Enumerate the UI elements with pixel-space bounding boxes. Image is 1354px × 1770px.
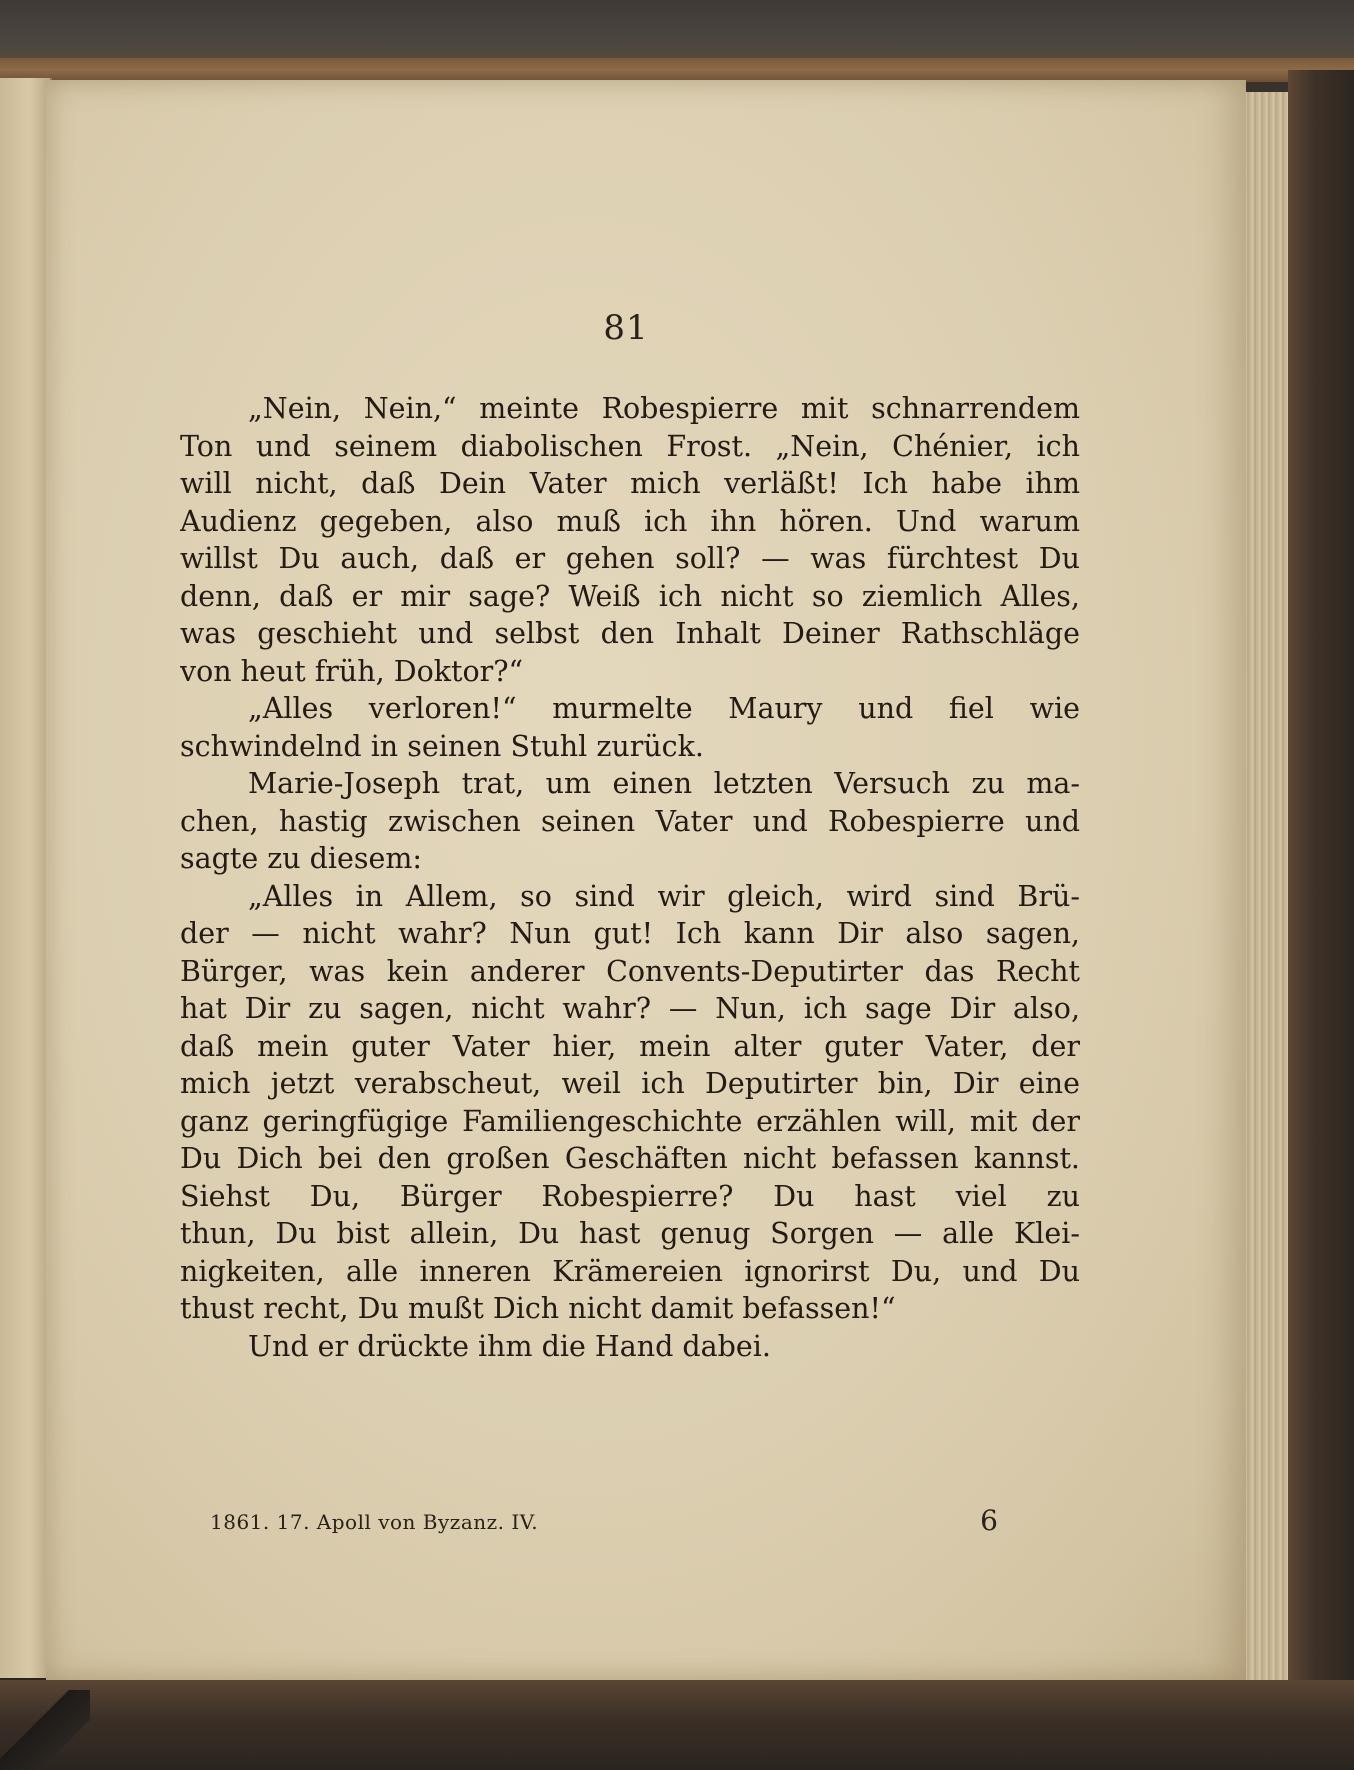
text-line: ganz geringfügige Familiengeschichte erzählen will, mit der bbox=[180, 1104, 1080, 1138]
printer-signature: 1861. 17. Apoll von Byzanz. IV. bbox=[210, 1510, 539, 1534]
text-line: denn, daß er mir sage? Weiß ich nicht so ziemlich Alles, bbox=[180, 579, 1080, 613]
text-line: Marie-Joseph trat, um einen letzten Versuch zu ma- bbox=[248, 767, 1080, 800]
cover-right bbox=[1288, 70, 1354, 1770]
text-line: thust recht, Du mußt Dich nicht damit befassen!“ bbox=[180, 1292, 896, 1325]
text-line: Bürger, was kein anderer Convents-Deputirter das Recht bbox=[180, 954, 1080, 988]
text-line: thun, Du bist allein, Du hast genug Sorgen — alle Klei- bbox=[180, 1217, 1080, 1250]
bookmark-ribbon bbox=[0, 1690, 90, 1770]
sheet-number: 6 bbox=[980, 1504, 998, 1537]
text-line: mich jetzt verabscheut, weil ich Deputirter bin, Dir eine bbox=[180, 1067, 1080, 1100]
text-line: Siehst Du, Bürger Robespierre? Du hast viel zu bbox=[180, 1179, 1080, 1213]
text-line: willst Du auch, daß er gehen soll? — was fürchtest Du bbox=[180, 542, 1080, 575]
text-line: „Alles verloren!“ murmelte Maury und fiel wie bbox=[248, 692, 1080, 725]
text-line: schwindelnd in seinen Stuhl zurück. bbox=[180, 729, 704, 763]
text-line: Ton und seinem diabolischen Frost. „Nein, Chénier, ich bbox=[180, 429, 1080, 463]
text-line: „Nein, Nein,“ meinte Robespierre mit schnarrendem bbox=[248, 392, 1080, 425]
text-line: daß mein guter Vater hier, mein alter guter Vater, der bbox=[180, 1029, 1080, 1063]
body-text bbox=[180, 390, 1080, 1365]
book-page bbox=[46, 80, 1246, 1680]
text-line: hat Dir zu sagen, nicht wahr? — Nun, ich sage Dir also, bbox=[180, 992, 1080, 1025]
text-line: Audienz gegeben, also muß ich ihn hören. Und warum bbox=[180, 504, 1080, 538]
text-line: nigkeiten, alle inneren Krämereien ignorirst Du, und Du bbox=[180, 1254, 1080, 1288]
text-line: chen, hastig zwischen seinen Vater und Robespierre und bbox=[180, 804, 1080, 838]
left-facing-page bbox=[0, 78, 52, 1678]
text-line: „Alles in Allem, so sind wir gleich, wird sind Brü- bbox=[248, 879, 1080, 913]
text-line: von heut früh, Doktor?“ bbox=[180, 654, 524, 688]
text-line: sagte zu diesem: bbox=[180, 842, 423, 875]
text-line: will nicht, daß Dein Vater mich verläßt! Ich habe ihm bbox=[180, 467, 1080, 500]
text-line: Du Dich bei den großen Geschäften nicht befassen kannst. bbox=[180, 1142, 1080, 1175]
cover-edge-top bbox=[0, 58, 1354, 82]
text-line: was geschieht und selbst den Inhalt Deiner Rathschläge bbox=[180, 617, 1080, 650]
page-number: 81 bbox=[603, 308, 649, 348]
text-line: der — nicht wahr? Nun gut! Ich kann Dir also sagen, bbox=[180, 917, 1080, 950]
cover-bottom bbox=[0, 1680, 1354, 1770]
text-line: Und er drückte ihm die Hand dabei. bbox=[248, 1329, 771, 1363]
